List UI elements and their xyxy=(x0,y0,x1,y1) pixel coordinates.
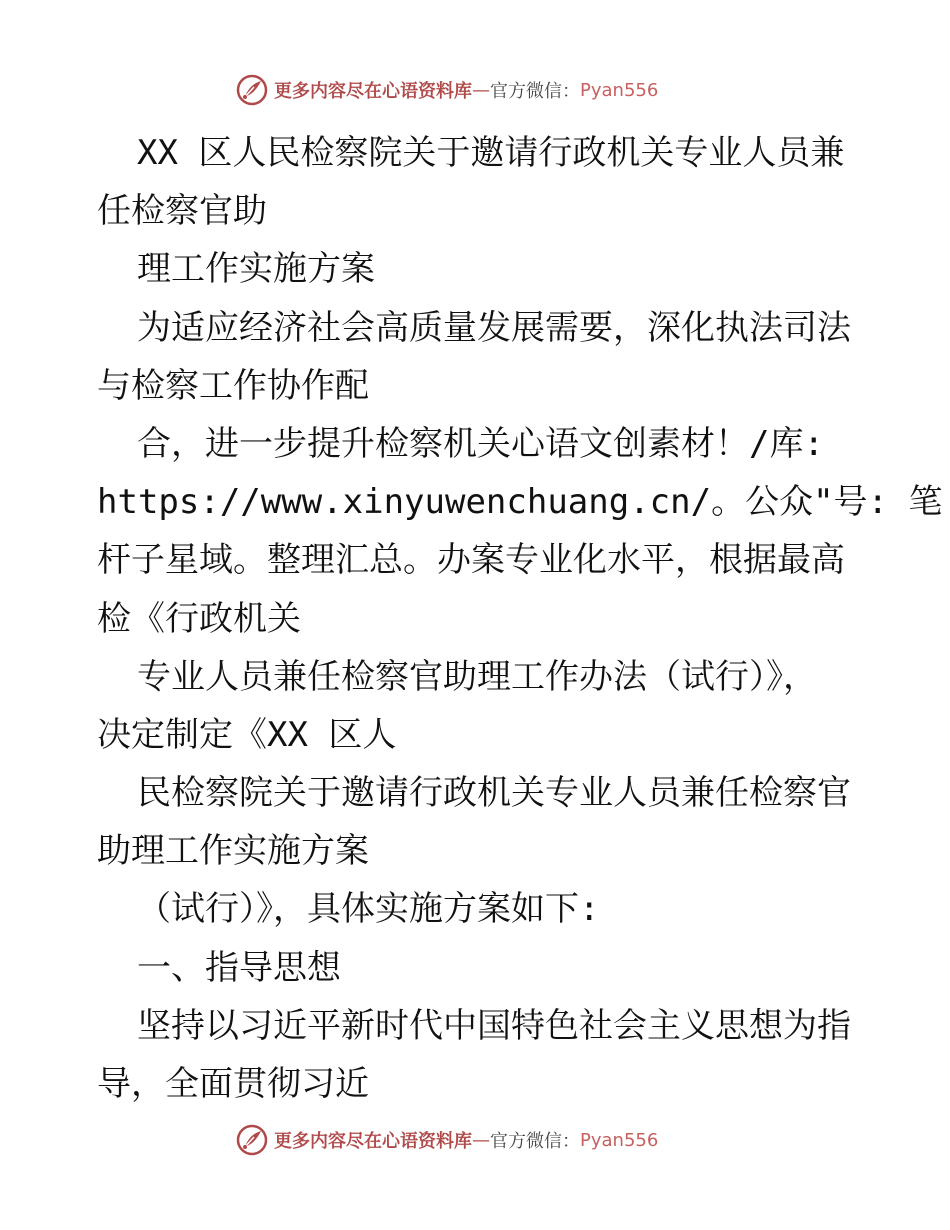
doc-line: 检《行政机关 xyxy=(97,598,301,639)
banner-text: 更多内容尽在心语资料库 xyxy=(274,1131,472,1152)
banner-dash: — xyxy=(472,79,490,101)
doc-line: 合，进一步提升检察机关心语文创素材！/库: xyxy=(137,423,824,464)
footer-banner[interactable] xyxy=(236,1122,716,1158)
doc-line: （试行）》，具体实施方案如下: xyxy=(137,889,600,930)
doc-line: 理工作实施方案 xyxy=(137,249,375,290)
banner-dash: — xyxy=(472,1129,490,1151)
doc-line: 与检察工作协作配 xyxy=(97,365,369,406)
feather-pen-logo-icon xyxy=(236,74,268,106)
banner-wechat-label: 官方微信： xyxy=(490,1131,580,1152)
doc-line: 一、指导思想 xyxy=(137,947,341,988)
banner-text: 更多内容尽在心语资料库 xyxy=(274,81,472,102)
doc-line: 导，全面贯彻习近 xyxy=(97,1064,369,1104)
doc-line: https://www.xinyuwenchuang.cn/。公众"号: 笔 xyxy=(97,482,943,523)
header-banner[interactable] xyxy=(236,72,716,108)
banner-wechat-id: Pyan556 xyxy=(580,1129,659,1151)
banner-wechat-label: 官方微信： xyxy=(490,81,580,102)
doc-line: 杆子星域。整理汇总。办案专业化水平，根据最高 xyxy=(97,540,845,581)
doc-line: 助理工作实施方案 xyxy=(97,831,369,872)
doc-line: 任检察官助 xyxy=(97,191,267,232)
doc-line: XX 区人民检察院关于邀请行政机关专业人员兼 xyxy=(137,133,845,173)
doc-line: 民检察院关于邀请行政机关专业人员兼任检察官 xyxy=(137,773,851,814)
feather-pen-logo-icon xyxy=(236,1124,268,1156)
doc-line: 为适应经济社会高质量发展需要，深化执法司法 xyxy=(137,307,851,348)
doc-line: 专业人员兼任检察官助理工作办法（试行）》， xyxy=(137,656,817,697)
doc-line: 决定制定《XX 区人 xyxy=(97,714,397,755)
document-body xyxy=(97,124,943,1113)
banner-wechat-id: Pyan556 xyxy=(580,79,659,101)
doc-line: 坚持以习近平新时代中国特色社会主义思想为指 xyxy=(137,1005,851,1046)
